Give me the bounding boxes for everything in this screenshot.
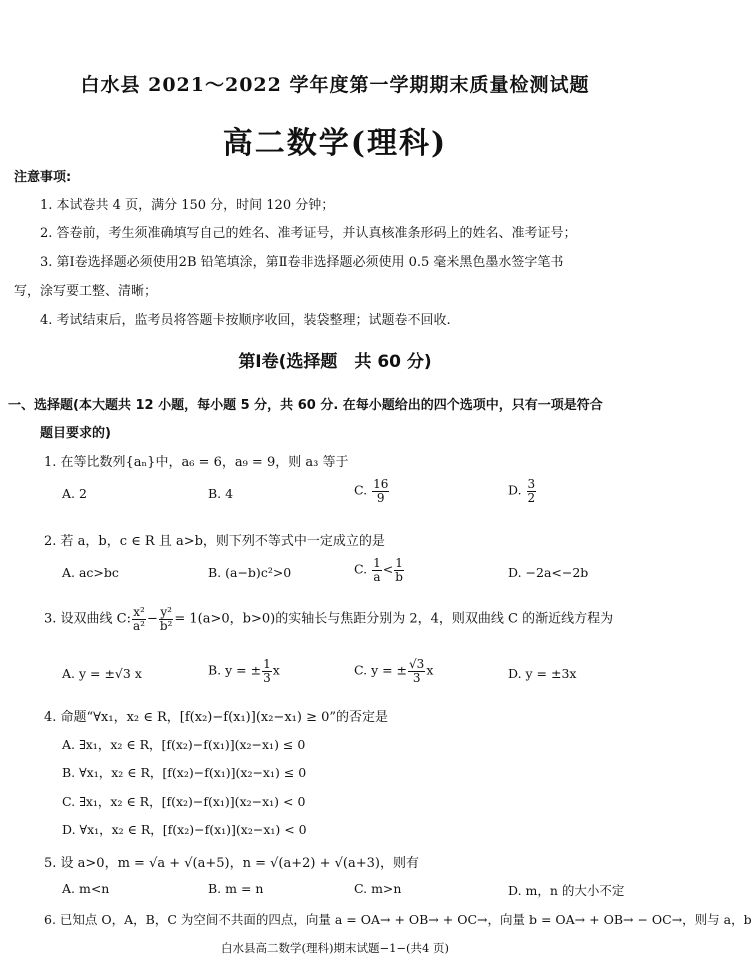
part-1-title: 第Ⅰ卷(选择题 共 60 分) — [238, 352, 432, 372]
question-1-option-b: B. 4 — [208, 486, 234, 501]
denominator: 3 — [263, 670, 271, 685]
page-footer: 白水县高二数学(理科)期末试题−1−(共4 页) — [220, 941, 449, 955]
question-6-stem: 6. 已知点 O，A，B，C 为空间不共面的四点，向量 a = OA→ + OB→ + OC→，向量 b = OA→ + OB→ − OC→，则与 a，b — [44, 912, 752, 927]
question-1-option-d — [508, 478, 537, 504]
question-4-option-c: C. ∃x₁，x₂ ∈ R，[f(x₂)−f(x₁)](x₂−x₁) < 0 — [62, 794, 306, 809]
question-5-option-b: B. m = n — [208, 881, 264, 896]
denominator: a — [373, 569, 381, 584]
question-3-option-d: D. y = ±3x — [508, 666, 577, 681]
option-label: C. — [354, 561, 368, 577]
question-1-option-c — [354, 478, 390, 504]
fraction — [394, 557, 404, 583]
question-2-option-b: B. (a−b)c²>0 — [208, 565, 292, 580]
fraction — [372, 478, 389, 504]
numerator: 16 — [373, 477, 389, 491]
less-than: < — [382, 561, 394, 577]
stem-end: = 1(a>0，b>0)的实轴长与焦距分别为 2，4，则双曲线 C 的渐近线方程为 — [174, 611, 614, 627]
question-5-option-d: D. m，n 的大小不定 — [508, 883, 625, 898]
numerator: 1 — [373, 556, 381, 570]
numerator: y² — [160, 605, 172, 619]
denominator: a² — [133, 618, 145, 633]
note-item-4: 4. 考试结束后，监考员将答题卡按顺序收回，装袋整理；试题卷不回收. — [40, 313, 451, 328]
numerator: 1 — [263, 657, 271, 671]
fraction — [262, 658, 272, 684]
denominator: b² — [159, 618, 173, 633]
fraction — [408, 658, 425, 684]
numerator: 1 — [395, 556, 403, 570]
note-item-3: 3. 第Ⅰ卷选择题必须使用2B 铅笔填涂，第Ⅱ卷非选择题必须使用 0.5 毫米黑色墨水签字笔书 — [40, 255, 564, 270]
question-4-option-a: A. ∃x₁，x₂ ∈ R，[f(x₂)−f(x₁)](x₂−x₁) ≤ 0 — [62, 737, 306, 752]
question-4-option-d: D. ∀x₁，x₂ ∈ R，[f(x₂)−f(x₁)](x₂−x₁) < 0 — [62, 822, 307, 837]
note-item-2: 2. 答卷前，考生须准确填写自己的姓名、准考证号，并认真核准条形码上的姓名、准考证号； — [40, 226, 577, 241]
section-1-heading: 一、选择题(本大题共 12 小题，每小题 5 分，共 60 分. 在每小题给出的四个选项中，只有一项是符合 — [8, 398, 603, 413]
notes-heading: 注意事项: — [14, 170, 72, 185]
option-label: C. — [354, 482, 368, 498]
section-1-heading-continued: 题目要求的) — [40, 426, 111, 441]
question-2-stem: 2. 若 a，b，c ∈ R 且 a>b，则下列不等式中一定成立的是 — [44, 534, 385, 549]
numerator: 3 — [527, 477, 536, 491]
variable-x: x — [426, 662, 434, 678]
stem-start: 3. 设双曲线 C: — [44, 611, 131, 627]
fraction — [372, 557, 382, 583]
question-5-option-a: A. m<n — [62, 881, 110, 896]
denominator: 3 — [412, 670, 421, 685]
subject-title: 高二数学(理科) — [222, 126, 448, 161]
numerator: √3 — [409, 657, 425, 671]
fraction — [527, 478, 537, 504]
question-1-stem: 1. 在等比数列{aₙ}中，a₆ = 6，a₉ = 9，则 a₃ 等于 — [44, 455, 349, 470]
denominator: b — [395, 569, 403, 584]
question-4-stem: 4. 命题“∀x₁，x₂ ∈ R，[f(x₂)−f(x₁)](x₂−x₁) ≥ 0”的否定是 — [44, 710, 389, 725]
option-label: D. — [508, 482, 522, 498]
question-3-option-c — [354, 658, 433, 684]
note-item-3-continued: 写，涂写要工整、清晰； — [14, 284, 158, 299]
question-3-option-b — [208, 658, 280, 684]
denominator: 9 — [376, 490, 385, 505]
question-2-option-c — [354, 557, 405, 583]
question-5-option-c: C. m>n — [354, 881, 402, 896]
numerator: x² — [133, 605, 145, 619]
variable-x: x — [272, 662, 280, 678]
denominator: 2 — [527, 490, 536, 505]
minus-sign: − — [146, 611, 158, 627]
note-item-1: 1. 本试卷共 4 页，满分 150 分，时间 120 分钟； — [40, 198, 335, 213]
exam-title: 白水县 2021～2022 学年度第一学期期末质量检测试题 — [80, 74, 590, 96]
fraction-y2-b2 — [159, 606, 174, 632]
question-3-option-a: A. y = ±√3 x — [62, 666, 142, 681]
question-3-stem — [44, 606, 613, 632]
question-2-option-a: A. ac>bc — [62, 565, 119, 580]
question-1-option-a: A. 2 — [62, 486, 87, 501]
option-label: C. y = ± — [354, 662, 408, 678]
question-4-option-b: B. ∀x₁，x₂ ∈ R，[f(x₂)−f(x₁)](x₂−x₁) ≤ 0 — [62, 765, 307, 780]
fraction-x2-a2 — [132, 606, 146, 632]
question-5-stem: 5. 设 a>0，m = √a + √(a+5)，n = √(a+2) + √(a+3)，则有 — [44, 856, 419, 871]
question-2-option-d: D. −2a<−2b — [508, 565, 589, 580]
option-label: B. y = ± — [208, 662, 262, 678]
